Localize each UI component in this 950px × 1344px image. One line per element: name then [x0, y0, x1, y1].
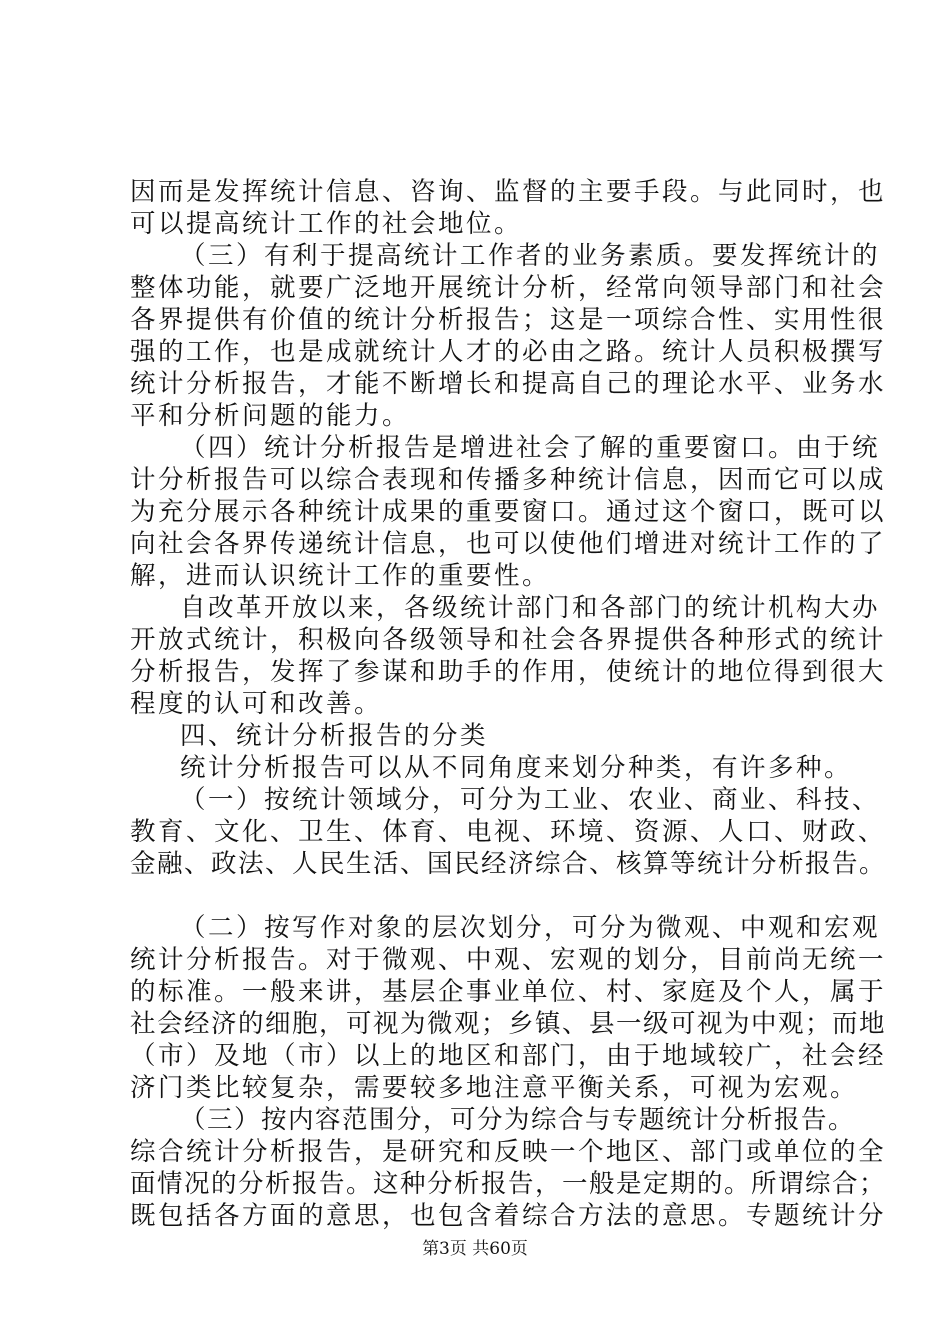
text-line: 面情况的分析报告。这种分析报告，一般是定期的。所谓综合； [130, 1169, 887, 1199]
text-line: 统计分析报告，才能不断增长和提高自己的理论水平、业务水 [130, 369, 887, 399]
text-line: （三）按内容范围分，可分为综合与专题统计分析报告。 [180, 1105, 856, 1135]
text-line: 强的工作，也是成就统计人才的必由之路。统计人员积极撰写 [130, 337, 887, 367]
text-line: 为充分展示各种统计成果的重要窗口。通过这个窗口，既可以 [130, 497, 887, 527]
text-line: 的标准。一般来讲，基层企事业单位、村、家庭及个人，属于 [130, 977, 887, 1007]
text-line: 解，进而认识统计工作的重要性。 [130, 561, 551, 591]
text-line: 因而是发挥统计信息、咨询、监督的主要手段。与此同时，也 [130, 177, 887, 207]
text-line: 金融、政法、人民生活、国民经济综合、核算等统计分析报告。 [130, 849, 887, 879]
text-line: 统计分析报告。对于微观、中观、宏观的划分，目前尚无统一 [130, 945, 887, 975]
text-line: 统计分析报告可以从不同角度来划分种类，有许多种。 [180, 753, 853, 783]
page-footer: 第3页 共60页 [422, 1239, 528, 1259]
text-line: 平和分析问题的能力。 [130, 401, 411, 431]
text-line: （市）及地（市）以上的地区和部门，由于地域较广，社会经 [130, 1041, 887, 1071]
section-heading: 四、统计分析报告的分类 [180, 721, 489, 751]
text-line: （二）按写作对象的层次划分，可分为微观、中观和宏观 [180, 913, 881, 943]
text-line: （一）按统计领域分，可分为工业、农业、商业、科技、 [180, 785, 881, 815]
text-line: 教育、文化、卫生、体育、电视、环境、资源、人口、财政、 [130, 817, 887, 847]
text-line: 整体功能，就要广泛地开展统计分析，经常向领导部门和社会 [130, 273, 887, 303]
text-line: 济门类比较复杂，需要较多地注意平衡关系，可视为宏观。 [130, 1073, 859, 1103]
text-line: 社会经济的细胞，可视为微观；乡镇、县一级可视为中观；而地 [130, 1009, 887, 1039]
text-line: （四）统计分析报告是增进社会了解的重要窗口。由于统 [180, 433, 881, 463]
text-line: 向社会各界传递统计信息，也可以使他们增进对统计工作的了 [130, 529, 887, 559]
text-line: 程度的认可和改善。 [130, 689, 383, 719]
text-line: 既包括各方面的意思，也包含着综合方法的意思。专题统计分 [130, 1201, 887, 1231]
text-line: （三）有利于提高统计工作者的业务素质。要发挥统计的 [180, 241, 881, 271]
text-line: 开放式统计，积极向各级领导和社会各界提供各种形式的统计 [130, 625, 887, 655]
text-line: 可以提高统计工作的社会地位。 [130, 209, 523, 239]
text-line: 各界提供有价值的统计分析报告；这是一项综合性、实用性很 [130, 305, 887, 335]
text-line: 分析报告，发挥了参谋和助手的作用，使统计的地位得到很大 [130, 657, 887, 687]
text-line: 综合统计分析报告，是研究和反映一个地区、部门或单位的全 [130, 1137, 887, 1167]
text-line: 自改革开放以来，各级统计部门和各部门的统计机构大办 [180, 593, 881, 623]
text-line: 计分析报告可以综合表现和传播多种统计信息，因而它可以成 [130, 465, 887, 495]
